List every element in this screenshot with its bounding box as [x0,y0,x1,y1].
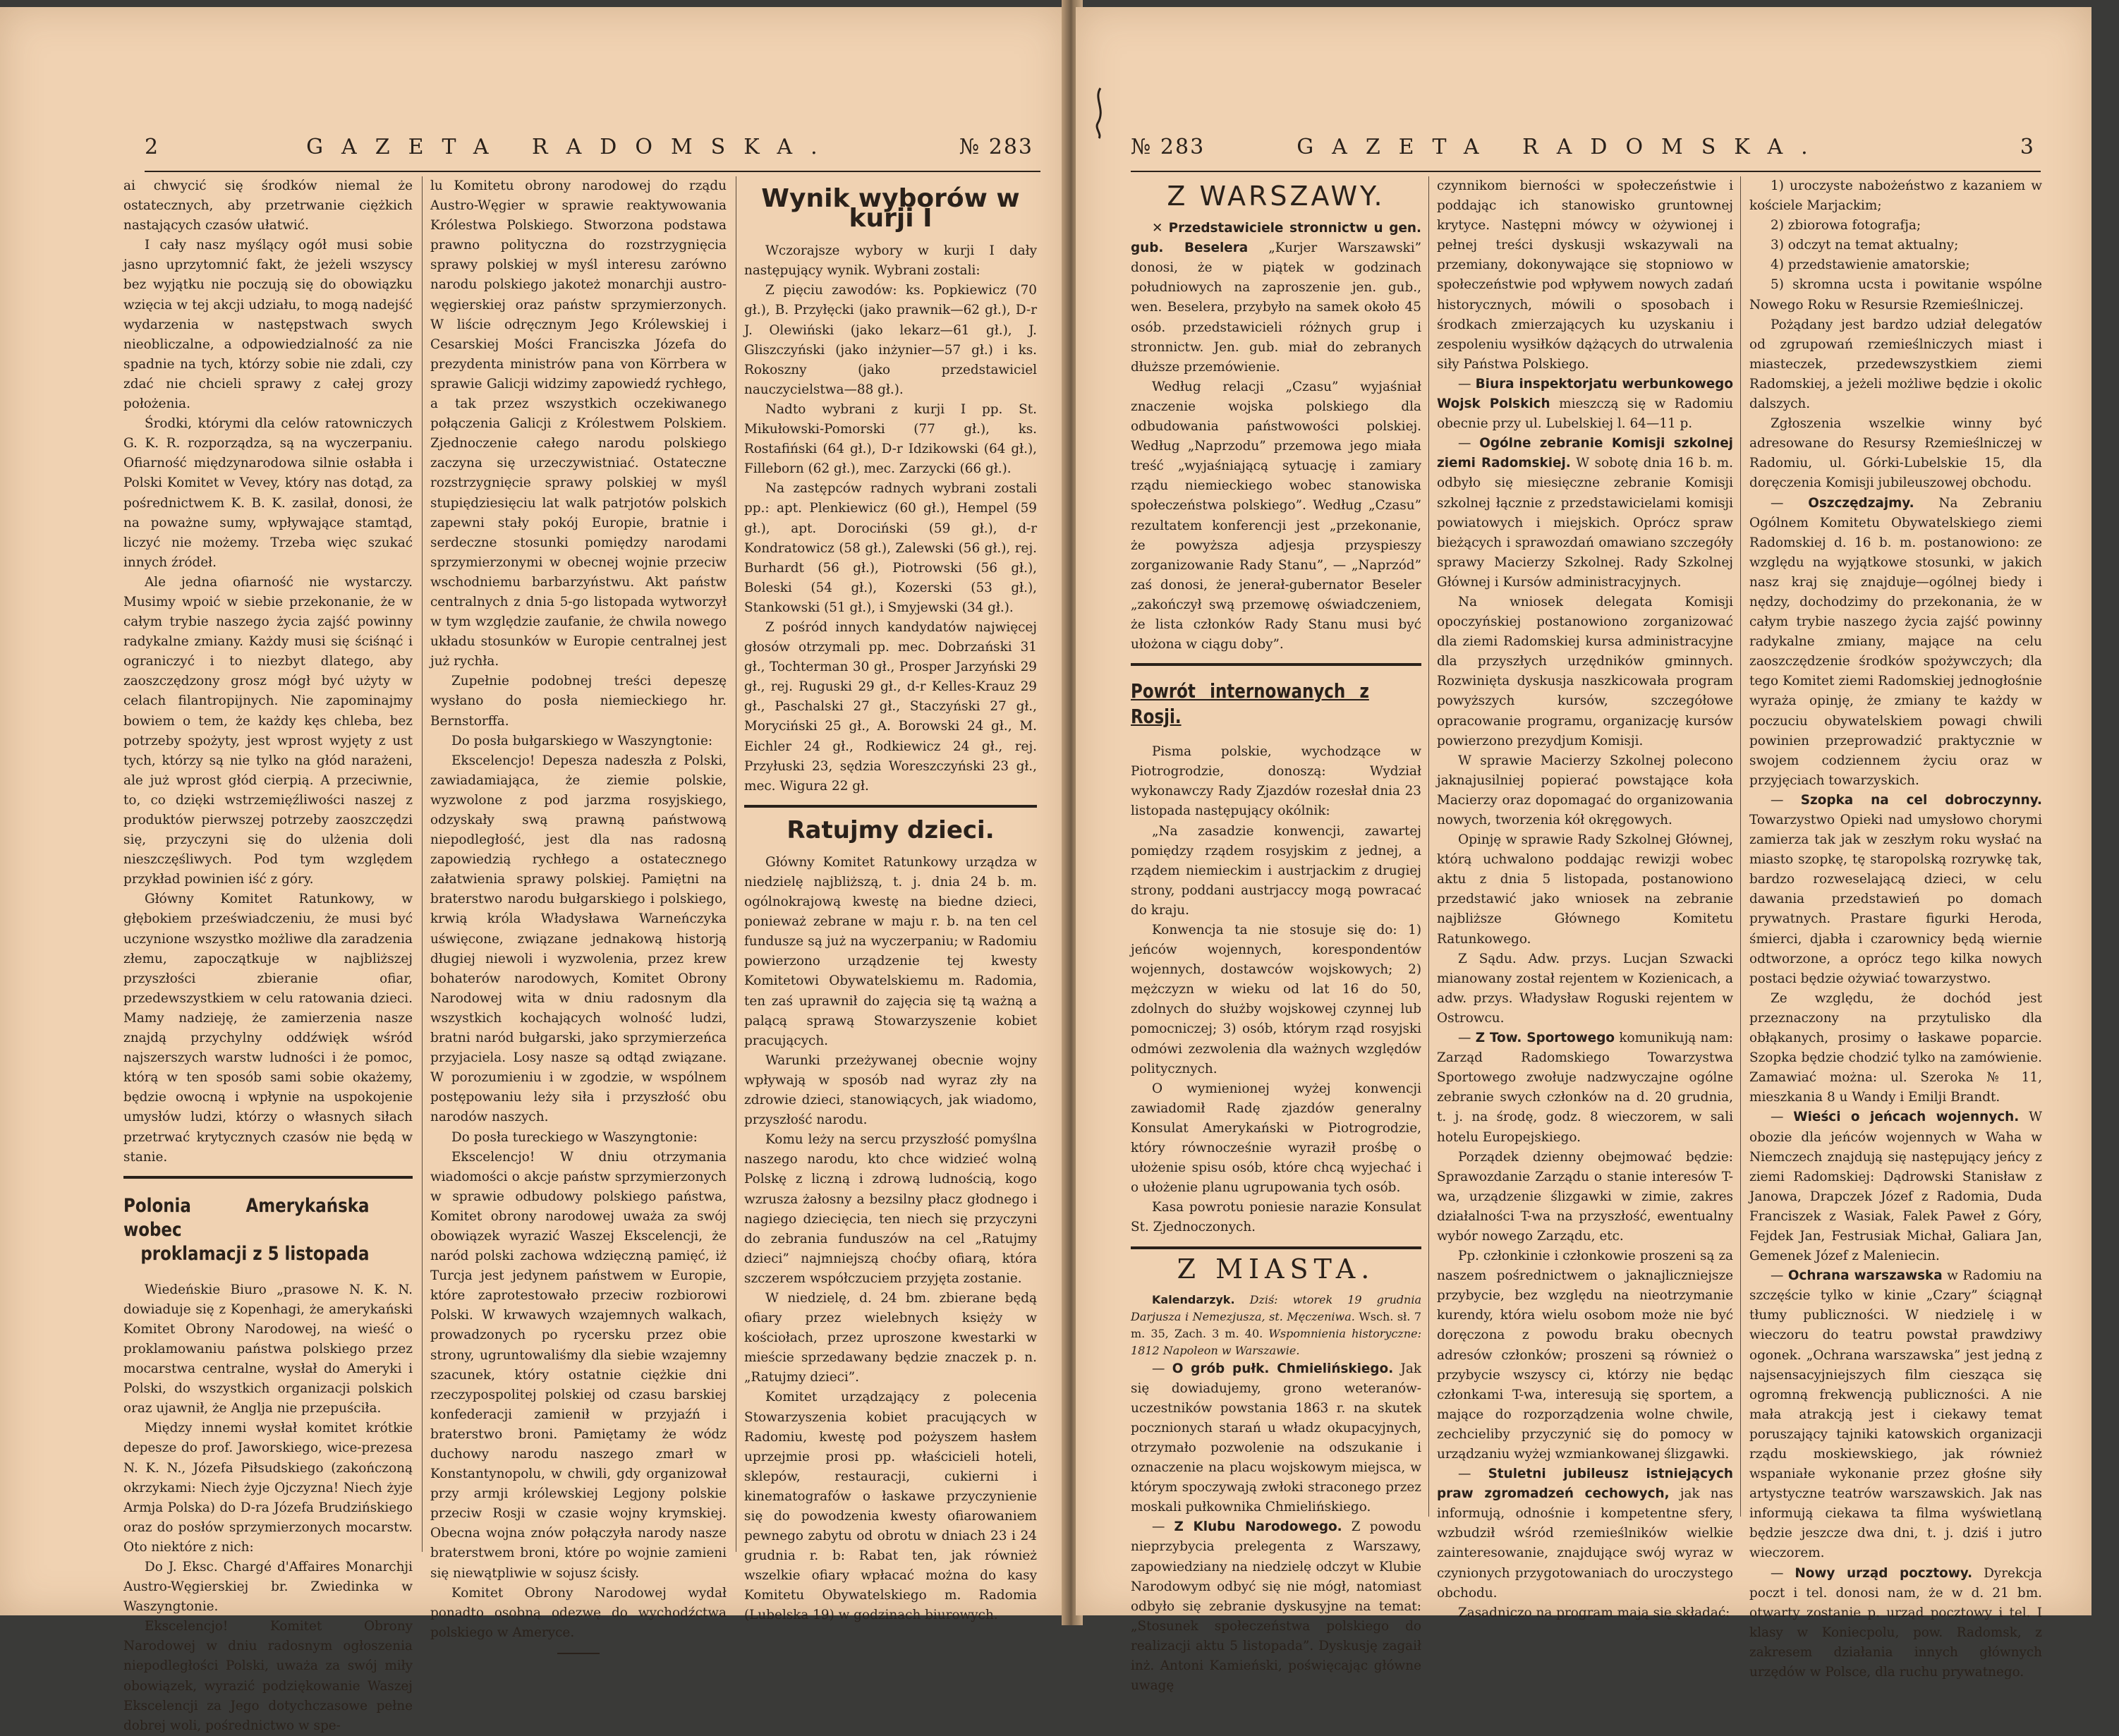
kicker: Ogólne zebranie Komisji szkolnej ziemi Radomskiej. [1437,436,1733,471]
column-rule [1740,176,1741,1517]
list-item: 5) skromna ucsta i powitanie wspólne Nowego Roku w Resursie Rzemieślniczej. [1749,277,2042,312]
text: W sobotę dnia 16 b. m. odbyło się miesięczne zebranie Komisji szkolnej łącznie z przedstawicielami komisji powiatowych i miejskich. Oprócz spraw bieżących i sprawozdań omawiano szczegóły sprawy Macierzy Szkolnej. Rady Szkolnej Głównej i Kursów administracyjnych. [1437,456,1733,590]
paragraph: — Nowy urząd pocztowy. Dyrekcja poczt i tel. donosi nam, że w d. 21 bm. otwarty zostanie p. urząd pocztowy i tel. I klasy w Koniecpolu, pow. Radomsk, z zakresem działania innych głównych urzędów w Polsce, dla ruchu prywatnego. [1749,1565,2042,1680]
text: Jak się dowiadujemy, grono weteranów-uczestników powstania 1863 r. na skutek pocznionych starań u władz okupacyjnych, otrzymało pozwolenie na odszukanie i oznaczenie na placu wojskowym miejsca, w którym spoczywają zwłoki straconego przez moskali pułkownika Chmielińskiego. [1131,1361,1421,1515]
kicker: Oszczędzajmy. [1808,495,1914,511]
paragraph: Komu leży na sercu przyszłość pomyślna naszego narodu, kto chce widzieć wolną Polskę z liczną i zdrową ludnością, kogo wzrusza żałosny a bezsilny płacz głodnego i nagiego dziecięcia, ten niech się przyczyni do zebrania funduszów na cel „Ratujmy dzieci” najmniejszą choćby ofiarą, która szczerem współczuciem przyjęta zostanie. [744,1132,1037,1286]
text: w Radomiu na szczęście tylko w kinie „Czary” ściągnął tłumy publiczności. W niedzielę i w wieczoru do teatru powstał prawdziwy ogonek. „Ochrana warszawska” jest jedną z najsensacyjniejszych film ciesząca się ogromną frekwencją publiczności. A nie mała atrakcją jest i ciekawy temat poruszający tajniki katowskich organizacji rządu moskiewskiego, jak również wspaniałe wykonanie przez głośne siły artystyczne teatrów warszawskich. Jak nas informują ciekawa ta filma wyświetlaną będzie jeszcze dwa dni, t. j. dziś i jutro wieczorem. [1749,1268,2042,1561]
paragraph: Konwencja ta nie stosuje się do: 1) jeńców wojennych, korespondentów wojennych, dostawców wojskowych; 2) mężczyzn w wieku od lat 16 do 50, zdolnych do służby wojskowej czynnej lub pomocniczej; 3) osób, którym rząd rosyjski odmówi zezwolenia dla ważnych względów politycznych. [1131,923,1421,1076]
paragraph: Pp. członkinie i członkowie proszeni są za naszem pośrednictwem o jaknajliczniejsze przybycie, bez względu na nieotrzymanie kurendy, która wielu osobom może nie być doręczona z powodu braku obecnych adresów członków; proszeni są również o przybycie wszyscy ci, którzy nie będąc członkami T-wa, interesują się sportem, a mające do rozporządzenia wolne chwile, zechcieliby przyczynić się do pomocy w urządzaniu wyżej wzmiankowanej ślizgawki. [1437,1249,1733,1462]
left-column-3 [744,176,1037,1626]
text: Dyrekcja poczt i tel. donosi nam, że w d. 21 bm. otwarty zostanie p. urząd pocztowy i tel. I klasy w Koniecpolu, pow. Radomsk, z zakresem działania innych głównych urzędów w Polsce, dla ruchu prywatnego. [1749,1565,2042,1680]
paragraph: „Na zasadzie konwencji, zawartej pomiędzy rządem rosyjskim z jednej, a rządem niemieckim i austrjackim z drugiej strony, poddani austrjaccy mogą powracać do kraju. [1131,823,1421,918]
kicker: Wieści o jeńcach wojennych. [1793,1110,2020,1125]
paragraph: Na zastępców radnych wybrani zostali pp.: apt. Plenkiewicz (60 gł.), Hempel (59 gł.), apt. Dorociński (59 gł.), d-r Kondratowicz (58 gł.), Zalewski (56 gł.), rej. Burhardt (56 gł.), Piotrowski (56 gł.), Boleski (54 gł.), Kozerski (53 gł.), Stankowski (51 gł.), i Smyjewski (34 gł.). [744,481,1037,615]
kicker: Biura inspektorjatu werbunkowego Wojsk Polskich [1437,376,1733,412]
divider [1131,1246,1421,1249]
right-page [1076,7,2091,1694]
calendar-label: Kalendarzyk. [1152,1292,1235,1306]
paragraph: — Szopka na cel dobroczynny. Towarzystwo Opieki nad umysłowo chorymi zamierza tak jak w zeszłym roku wysłać na miasto szopkę, tę staropolską rozrywkę tak, bardzo rozweselającą dzieci, w celu dawania przedstawień po domach prywatnych. Prastare figurki Heroda, śmierci, djabła i czarownicy będą wiernie odtworzone, a oprócz tego kilka nowych postaci będzie ożywiać towarzystwo. [1749,792,2042,986]
paragraph: czynnikom bierności w społeczeństwie i poddając ich stanowisko gruntownej krytyce. Następni mówcy w ożywionej i pełnej treści dyskusji wskazywali na przemiany, dokonywające się stopniowo w społeczeństwie pod wpływem nowych zadań historycznych, mówili o sposobach i środkach zmierzających ku uzyskaniu i zespoleniu wysiłków dążących do utrwalenia siły Państwa Polskiego. [1437,178,1733,372]
paragraph: Pisma polskie, wychodzące w Piotrogrodzie, donoszą: Wydział wykonawczy Rady Zjazdów rozesłał dnia 23 listopada następujący okólnik: [1131,744,1421,819]
divider [123,1176,413,1179]
paragraph: Na wniosek delegata Komisji opoczyńskiej postanowiono zorganizować dla ziemi Radomskiej kursa administracyjne dla przyszłych urzędników gminnych. Rozwinięta dyskusja naszkicowała program powyższych kursów, szczegółowe opracowanie programu, organizację kursów powierzono prezydjum Komisji. [1437,594,1733,748]
left-header [145,126,1033,168]
kicker: Z Klubu Narodowego. [1174,1519,1342,1535]
left-paper-title: GAZETA RADOMSKA. [306,134,836,159]
text: W obozie dla jeńców wojennych w Waha w Niemczech znajdują się następujący jeńcy z ziemi Radomskiej: Dądrowski Stanisław z Janowa, Drapczek Józef z Radomia, Duda Franciszek z Wasiak, Falek Paweł z Góry, Fejdek Jan, Festrusiak Michał, Galiara Jan, Gemenek Józef z Maleniecin. [1749,1110,2042,1264]
paragraph: Do J. Eksc. Chargé d'Affaires Monarchji Austro-Węgierskiej br. Zwiedinka w Waszyngtonie. [123,1560,413,1615]
heading-line: Polonia Amerykańska wobec [123,1194,370,1241]
paragraph: Zasadniczo na program mają się składać: [1458,1605,1730,1620]
paragraph: ai chwycić się środków niemal że ostatecznych, aby przetrwanie ciężkich nastających czasów ułatwić. [123,178,413,233]
right-issue-number: № 283 [1131,134,1206,159]
paragraph: Do posła tureckiego w Waszyngtonie: [451,1129,698,1145]
kicker: Szopka na cel dobroczynny. [1800,792,2042,808]
article-heading [123,1194,370,1266]
paragraph: Warunki przeżywanej obecnie wojny wpływają w sposób nad wyraz zły na zdrowie dzieci, stanowiących, jak wiadomo, przyszłość narodu. [744,1052,1037,1128]
left-column-2 [430,176,727,1664]
right-header [1131,126,2034,168]
paragraph: Z pośród innych kandydatów najwięcej głosów otrzymali pp. mec. Dobrzański 31 gł., Tochterman 30 gł., Prosper Jarzyński 29 gł., rej. Ruguski 29 gł., d-r Kelles-Krauz 29 gł., Paschalski 27 gł., Staczyński 27 gł., Moryciński 25 gł., A. Borowski 24 gł., M. Eichler 24 gł., Rodkiewicz 24 gł., rej. Przyłuski 23, sędzia Woreszczyński 23 gł., mec. Wigura 22 gł. [744,619,1037,794]
paragraph: — Oszczędzajmy. Na Zebraniu Ogólnem Komitetu Obywatelskiego ziemi Radomskiej d. 16 b. m. postanowiono: ze względu na wyjątkowe stosunki, w jakich nasz kraj się znajduje—ogólnej biedy i nędzy, dochodzimy do przekonania, że w całym trybie naszego życia zajść powinny radykalne zmiany, mające na celu zaoszczędzenie środków spożywczych; dla tego Komitet ziemi Radomskiej jednogłośnie wyraża opinję, że zmiany te każdy w poczuciu obywatelskiem powagi chwili powinien przeprowadzić praktycznie w swojem codziennem życiu oraz w przyjęciach towarzyskich. [1749,495,2042,788]
section-heading: Z MIASTA. [1177,1253,1376,1285]
right-page-number: 3 [2020,134,2034,159]
text: Z powodu nieprzybycia prelegenta z Warszawy, zapowiedziany na niedzielę odczyt w Klubie Narodowym odbyć się nie mógł, natomiast odbyło się zebranie dyskusyjne na temat: „Stosunek społeczeństwa polskiego do realizacji aktu 5 listopada”. Dyskusję zagaił inż. Antoni Kamieński, poświęcając główne uwagę [1131,1519,1421,1694]
paragraph: — Wieści o jeńcach wojennych. W obozie dla jeńców wojennych w Waha w Niemczech znajdują się następujący jeńcy z ziemi Radomskiej: Dądrowski Stanisław z Janowa, Drapczek Józef z Radomia, Duda Franciszek z Wasiak, Falek Paweł z Góry, Fejdek Jan, Festrusiak Michał, Galiara Jan, Gemenek Józef z Maleniecin. [1749,1110,2042,1264]
paragraph: — Ochrana warszawska w Radomiu na szczęście tylko w kinie „Czary” ściągnął tłumy publiczności. W niedzielę i w wieczoru do teatru powstał prawdziwy ogonek. „Ochrana warszawska” jest jedną z najsensacyjniejszych film ciesząca się ogromną frekwencją publiczności. A nie mała atrakcją jest i ciekawy temat poruszający tajniki katowskich organizacji rządu moskiewskiego, jak również wspaniałe wykonanie przez głośne siły artystyczne teatrów warszawskich. Jak nas informują ciekawa ta filma wyświetlaną będzie jeszcze dwa dni, t. j. dziś i jutro wieczorem. [1749,1268,2042,1561]
list-item: 1) uroczyste nabożeństwo z kazaniem w kościele Marjackim; [1749,178,2042,214]
right-paper-title: GAZETA RADOMSKA. [1297,134,1826,159]
paragraph: Zgłoszenia wszelkie winny być adresowane do Resursy Rzemieślniczej w Radomiu, ul. Górki-Lubelskie 15, dla doręczenia Komisji jubileuszowej obchodu. [1749,416,2042,491]
left-page [0,7,1065,1733]
text: komunikują nam: Zarząd Radomskiego Towarzystwa Sportowego zwołuje nadzwyczajne ogólne zebranie swych członków na d. 20 grudnia, t. j. na środę, godz. 8 wieczorem, w sali hotelu Europejskiego. [1437,1031,1733,1145]
calendar [1131,1292,1421,1359]
paragraph: — Z Tow. Sportowego komunikują nam: Zarząd Radomskiego Towarzystwa Sportowego zwołuje nadzwyczajne ogólne zebranie swych członków na d. 20 grudnia, t. j. na środę, godz. 8 wieczorem, w sali hotelu Europejskiego. [1437,1031,1733,1145]
list-item: 2) zbiorowa fotografja; [1771,218,1921,233]
paragraph: Porządek dzienny obejmować będzie: Sprawozdanie Zarządu o stanie interesów T-wa, urządzenie ślizgawki w zimie, zakres działalności T-wa na przyszłość, ewentualny wybór nowego Zarządu, etc. [1437,1149,1733,1244]
paragraph: Z Sądu. Adw. przys. Lucjan Szwacki mianowany został rejentem w Kozienicach, a adw. przys. Władysław Roguski rejentem w Ostrowcu. [1437,951,1733,1026]
calendar-history: Wspomnienia historyczne: 1812 Napoleon w Warszawie. [1131,1326,1422,1357]
text: jak nas informują, odnośnie i kompetentne sfery, wzbudził wśród rzemieślników wielkie zainteresowanie, znajdujące swój wyraz w czynionych przygotowaniach do uroczystego obchodu. [1437,1486,1733,1601]
kicker: Z Tow. Sportowego [1475,1031,1615,1046]
list-item: 4) przedstawienie amatorskie; [1771,257,1970,273]
paragraph: Ale jedna ofiarność nie wystarczy. Musimy wpoić w siebie przekonanie, że w całym trybie naszego życia zajść powinny radykalne zmiany. Każdy musi się ściśnąć i ograniczyć i to niezbyt dlatego, aby zaoszczędzony grosz mógł być użyty w celach filantropijnych. Nie zapominajmy bowiem o tem, że każdy kęs chleba, bez potrzeby spożyty, jest wprost wyjęty z ust tych, którzy są nie tylko na głód narażeni, ale już wprost głód cierpią. A przeciwnie, to, co dzięki wstrzemięźliwości naszej z produktów pierwszej potrzeby zaoszczędzi się, przyczyni się do ulżenia doli nieszczęśliwych. Pod tym względem przykład powinien iść z góry. [123,574,413,887]
paragraph: I cały nasz myślący ogół musi sobie jasno uprzytomnić fakt, że jeżeli wszyscy bez wyjątku nie poczują się do obowiązku wzięcia w tej akcji udziału, to mogą nadejść wydarzenia w następstwach swych nieobliczalne, a odpowiedzialność za nie spadnie na tych, którzy sobie nie zdali, czy zdać nie chcieli sprawy z całej grozy położenia. [123,238,413,412]
article-heading: Powrót internowanych z Rosji. [1131,679,1369,729]
left-page-number: 2 [145,134,159,159]
right-header-rule [1131,171,2041,172]
paragraph: Ekscelencjo! W dniu otrzymania wiadomości o akcje państw sprzymierzonych w sprawie odbudowy polskiego państwa, Komitet obrony narodowej uważa za swój obowiązek wyrazić Waszej Ekscelencji, że naród polski zachowa wdzięczną pamięć, iż Turcja jest jedynem państwem w Europie, które zaprotestowało przeciw rozbiorowi Polski. W krwawych wzajemnych walkach, prowadzonych po rycersku przez obie strony, ugruntowaliśmy dla siebie wzajemny szacunek, który ostatnie ciężkie dni rzeczypospolitej polskiej od czasu barskiej konfederacji zamienił w przyjaźń i braterstwo broni. Pamiętamy że wódz duchowy narodu naszego zmarł w Konstantynopolu, w chwili, gdy organizował przy armji królewskiej Legjony polskie przeciw Rosji w czasie wojny krymskiej. Obecna wojna znów połączyła narody nasze braterstwem broni, które po wojnie zamieni się niewątpliwie w sojusz ścisły. [430,1149,727,1581]
paragraph: — Stuletni jubileusz istniejących praw zgromadzeń cechowych, jak nas informują, odnośnie i kompetentne sfery, wzbudził wśród rzemieślników wielkie zainteresowanie, znajdujące swój wyraz w czynionych przygotowaniach do uroczystego obchodu. [1437,1467,1733,1601]
kicker: Przedstawiciele stronnictw u gen. gub. Beselera [1131,221,1421,256]
right-column-1 [1131,176,1421,1696]
left-column-1 [123,176,413,1736]
paragraph: Nadto wybrani z kurji I pp. St. Mikułowski-Pomorski (77 gł.), ks. Rostafiński (64 gł.), D-r Idzikowski (64 gł.), Filleborn (62 gł.), mec. Zarzycki (66 gł.). [744,401,1037,477]
paper-clip-icon [1086,85,1115,141]
kicker: Nowy urząd pocztowy. [1795,1565,1973,1581]
divider [744,805,1037,808]
kicker: Stuletni jubileusz istniejących praw zgromadzeń cechowych, [1437,1467,1733,1502]
paragraph: Ze względu, że dochód jest przeznaczony na przytulisko dla obłąkanych, prosimy o łaskawe poparcie. Szopka będzie chodzić tylko na zamówienie. Zamawiać można: ul. Szeroka № 11, mieszkania 8 u Wandy i Emilji Brandt. [1749,990,2042,1105]
paragraph: — Ogólne zebranie Komisji szkolnej ziemi Radomskiej. W sobotę dnia 16 b. m. odbyło się miesięczne zebranie Komisji szkolnej łącznie z przedstawicielami komisji powiatowych i miejskich. Oprócz spraw bieżących i sprawozdań omawiano szczegóły sprawy Macierzy Szkolnej. Rady Szkolnej Głównej i Kursów administracyjnych. [1437,436,1733,590]
paragraph: Komitet Obrony Narodowej wydał ponadto osobną odezwę do wychodźctwa polskiego w Ameryce. [430,1585,727,1640]
paragraph: Do posła bułgarskiego w Waszyngtonie: [451,733,713,748]
divider [1131,663,1421,666]
paragraph: Pożądany jest bardzo udział delegatów od zgrupowań rzemieślniczych miast i miasteczek, przedewszystkiem ziemi Radomskiej, a jeżeli możliwe będzie i okolic dalszych. [1749,317,2042,412]
left-header-rule [145,171,1040,172]
paragraph [1131,219,1421,377]
paragraph: W niedzielę, d. 24 bm. zbierane będą ofiary przez wielebnych księży w kościołach, przez uproszone kwestarki w mieście sprzedawany będzie znaczek p. n. „Ratujmy dzieci”. [744,1290,1037,1385]
right-column-3 [1749,176,2042,1682]
text: „Kurjer Warszawski” donosi, że w piątek w godzinach południowych na zaproszenie jen. gub., wen. Beselera, przybyło na samek około 45 osób. przedstawicieli różnych grup i stronnictw. Jen. gub. miał do zebranych dłuższe przemówienie. [1131,241,1421,375]
calendar-sun: Wsch. sł. 7 m. 35, Zach. 3 m. 40. [1131,1309,1421,1340]
column-rule [422,176,423,1552]
paragraph: O wymienionej wyżej konwencji zawiadomił Radę zjazdów generalny Konsulat Amerykański w Piotrogrodzie, który równocześnie wyraził prośbę o ułożenie spisu osób, które chcą wyjechać i o ułożenie planu ugrupowania tych osób. [1131,1081,1421,1196]
paragraph: Między innemi wysłał komitet krótkie depesze do prof. Jaworskiego, wice-prezesa N. K. N., Józefa Piłsudskiego (zakończoną okrzykami: Niech żyje Ojczyzna! Niech żyje Armja Polska) do D-ra Józefa Brudzińskiego oraz do posłów sprzymierzonych mocarstw. Oto niektóre z nich: [123,1421,413,1555]
text: Towarzystwo Opieki nad umysłowo chorymi zamierza tak jak w zeszłym roku wysłać na miasto szopkę, tę staropolską rozrywkę tak, bardzo rozweselającą dzieci, w celu dawania przedstawień po domach prywatnych. Prastare figurki Heroda, śmierci, djabła i czarownicy będą wiernie odtworzone, a oprócz tego kilka nowych postaci będzie ożywiać towarzystwo. [1749,813,2042,986]
paragraph: Wczorajsze wybory w kurji I dały następujący wynik. Wybrani zostali: [744,243,1037,279]
paragraph: Kasa powrotu poniesie narazie Konsulat St. Zjednoczonych. [1131,1200,1421,1235]
heading-line: proklamacji z 5 listopada [140,1242,370,1265]
paragraph: Z pięciu zawodów: ks. Popkiewicz (70 gł.), B. Przyłęcki (jako prawnik—62 gł.), D-r J. Olewiński (jako lekarz—61 gł.), J. Gliszczyński (jako inżynier—57 gł.) i ks. Rokoszny (jako przedstawiciel nauczycielstwa—88 gł.). [744,283,1037,397]
paragraph: Ekscelencjo! Depesza nadeszła z Polski, zawiadamiająca, że ziemie polskie, wyzwolone z pod jarzma rosyjskiego, odzyskały swą prawną państwową niepodległość, jest dla nas radosną zapowiedzią rychłego a ostatecznego załatwienia sprawy polskiej. Pamiętni na braterstwo narodu bułgarskiego i polskiego, krwią króla Władysława Warneńczyka uświęcone, związane jednakową historją długiej niewoli i wyzwolenia, przez krew bohaterów narodowych, Komitet Obrony Narodowej wita w dniu radosnym dla wszystkich kochających wolność ludzi, bratni naród bułgarski, jako sprzymierzeńca przyjaciela. Losy nasze są odtąd związane. W porozumieniu i w zgodzie, w wspólnem postępowaniu leży siła i przyszłość obu narodów naszych. [430,753,727,1125]
close-mark-icon: ✕ [1152,221,1169,236]
paragraph: — O grób pułk. Chmielińskiego. Jak się dowiadujemy, grono weteranów-uczestników powstania 1863 r. na skutek pocznionych starań u władz okupacyjnych, otrzymało pozwolenie na odszukanie i oznaczenie na placu wojskowym miejsca, w którym spoczywają zwłoki straconego przez moskali pułkownika Chmielińskiego. [1131,1361,1421,1515]
text: Na Zebraniu Ogólnem Komitetu Obywatelskiego ziemi Radomskiej d. 16 b. m. postanowiono: ze względu na wyjątkowe stosunki, w jakich nasz kraj się znajduje—ogólnej biedy i nędzy, dochodzimy do przekonania, że w całym trybie naszego życia zajść powinny radykalne zmiany, mające na celu zaoszczędzenie środków spożywczych; dla tego Komitet ziemi Radomskiej jednogłośnie wyraża opinję, że zmiany te każdy w poczuciu obywatelskiem powagi chwili powinien przeprowadzić praktycznie w swojem codziennem życiu oraz w przyjęciach towarzyskich. [1749,495,2042,788]
paragraph: Główny Komitet Ratunkowy urządza w niedzielę najbliższą, t. j. dnia 24 b. m. ogólnokrajową kwestę na biedne dzieci, ponieważ zebrane w maju r. b. na ten cel fundusze są już na wyczerpaniu; w Radomiu powierzono urządzenie tej kwesty Komitetowi Obywatelskiemu m. Radomia, ten zaś uprawnił do zajęcia się tą ważną a palącą sprawą Stowarzyszenie kobiet pracujących. [744,854,1037,1048]
paragraph: Opinję w sprawie Rady Szkolnej Głównej, którą uchwalono poddając rewizji wobec aktu z dnia 5 listopada, postanowiono przedstawić jako wniosek na zebranie najbliższe Głównego Komitetu Ratunkowego. [1437,832,1733,947]
paragraph: Zupełnie podobnej treści depeszę wysłano do posła niemieckiego hr. Bernstorffa. [430,674,727,729]
article-heading: Ratujmy dzieci. [787,815,995,844]
kicker: O grób pułk. Chmielińskiego. [1172,1361,1394,1376]
paragraph: W sprawie Macierzy Szkolnej polecono jaknajusilniej popierać powstające koła Macierzy oraz dopomagać do organizowania nowych, tworzenia kół okręgowych. [1437,753,1733,827]
paragraph: Według relacji „Czasu” wyjaśniał znaczenie wojska polskiego dla odbudowania państwowości polskiej. Według „Naprzodu” przemowa jego miała treść „wyjaśniającą sytuację i zamiary rządu niemieckiego wobec stanowiska społeczeństwa polskiego”. Według „Czasu” rezultatem konferencji jest „przekonanie, że powyższa adjesja przyspieszy zorganizowanie Rady Stanu”, — „Naprzód” zaś donosi, że jenerał-gubernator Beseler „zakończył swą przemowę oświadczeniem, że lista członków Rady Stanu musi być ułożona w ciągu doby”. [1131,379,1421,652]
paragraph: — Z Klubu Narodowego. Z powodu nieprzybycia prelegenta z Warszawy, zapowiedziany na niedzielę odczyt w Klubie Narodowym odbyć się nie mógł, natomiast odbyło się zebranie dyskusyjne na temat: „Stosunek społeczeństwa polskiego do realizacji aktu 5 listopada”. Dyskusję zagaił inż. Antoni Kamieński, poświęcając główne uwagę [1131,1519,1421,1694]
paragraph: Główny Komitet Ratunkowy, w głębokiem przeświadczeniu, że musi być uczynione wszystko możliwe dla zaradzenia złemu, zapoczątkuje w najbliższej przyszłości zbieranie ofiar, przedewszystkiem w celu ratowania dzieci. Mamy nadzieję, że zamierzenia nasze znajdą przychylny oddźwięk wśród najszerszych warstw ludności i że pomoc, którą w ten sposób sami sobie okażemy, będzie owocną i wpłynie na uspokojenie umysłów ludzi, którzy o własnych siłach przetrwać krytycznych czasów nie będą w stanie. [123,892,413,1165]
list-item: 3) odczyt na temat aktualny; [1771,238,1959,253]
paragraph: lu Komitetu obrony narodowej do rządu Austro-Węgier w sprawie reaktywowania Królestwa Polskiego. Stworzona podstawa prawno polityczna do rozstrzygnięcia sprawy polskiej w myśl interesu zarówno narodu polskiego jakoteż monarchji austro-węgierskiej oraz państw sprzymierzonych. W liście odręcznym Jego Królewskiej i Cesarskiej Mości Franciszka Józefa do prezydenta ministrów pana von Körrbera w sprawie Galicji widzimy zapowiedź rychłego, a tak przez wszystkich oczekiwanego połączenia Galicji z Królestwem Polskiem. Zjednoczenie całego narodu polskiego zaczyna się urzeczywistniać. Ostateczne rozstrzygnięcie sprawy polskiej w myśl stupiędziesięciu lat walk patrjotów polskich zapewni stały pokój Europie, bratnie i serdeczne stosunki pomiędzy narodami sprzymierzonymi w obecnej wojnie przeciw wschodniemu barbarzyństwu. Akt państw centralnych z dnia 5-go listopada wytworzył w tym względzie zaufanie, że chwila nowego układu stosunków w Europie centralnej jest już rychła. [430,178,727,669]
text: mieszczą się w Radomiu obecnie przy ul. Lubelskiej l. 64—11 p. [1437,396,1733,432]
paragraph: — Biura inspektorjatu werbunkowego Wojsk Polskich mieszczą się w Radomiu obecnie przy ul. Lubelskiej l. 64—11 p. [1437,376,1733,432]
calendar-today: Dziś: wtorek 19 grudnia Darjusza i Nemezjusza, st. Męczeniwa. [1131,1292,1421,1323]
section-heading: Z WARSZAWY. [1167,181,1385,212]
right-column-2 [1437,176,1733,1623]
paragraph: Komitet urządzający z polecenia Stowarzyszenia kobiet pracujących w Radomiu, kwestę pod pożyszem hasłem uprzejmie prosi pp. właścicieli hoteli, sklepów, restauracji, cukierni i kinematografów o łaskawe przyczynienie się do powodzenia kwesty ofiarowaniem pewnego zabytu od obrotu w dniach 23 i 24 grudnia r. b: Rabat ten, jak również wszelkie ofiary wpłacać można do kasy Komitetu Obywatelskiego m. Radomia (Lubelska 19) w godzinach biurowych. [744,1390,1037,1623]
paragraph: Ekscelencjo! Komitet Obrony Narodowej w dniu radosnym ogłoszenia niepodległości Polski, uważa za swój miły obowiązek, wyrazić podziękowanie Waszej Ekscelencji za Jego dotychczasowe pełne dobrej woli, pośrednictwo w spe- [123,1619,413,1733]
paragraph: Wiedeńskie Biuro „prasowe N. K. N. dowiaduje się z Kopenhagi, że amerykański Komitet Obrony Narodowej, na wieść o proklamowaniu państwa polskiego przez mocarstwa centralne, wysłał do Ameryki i Polski, do wszystkich organizacji polskich oraz ujawnił, że Anglja nie przepuściła. [123,1282,413,1416]
left-issue-number: № 283 [959,134,1033,159]
column-rule [1428,176,1429,1517]
article-heading: Wynik wyborów w kurji I [761,184,1020,233]
kicker: Ochrana warszawska [1787,1268,1943,1284]
end-mark [557,1653,600,1654]
paragraph: Środki, którymi dla celów ratowniczych G. K. R. rozporządza, są na wyczerpaniu. Ofiarność międzynarodowa silnie osłabła i Polski Komitet w Vevey, który nas dotąd, za pośrednictwem K. B. K. zasilał, donosi, że na poważne sumy, wpływające stamtąd, liczyć nie możemy. Trzeba więc szukać innych źródeł. [123,416,413,570]
